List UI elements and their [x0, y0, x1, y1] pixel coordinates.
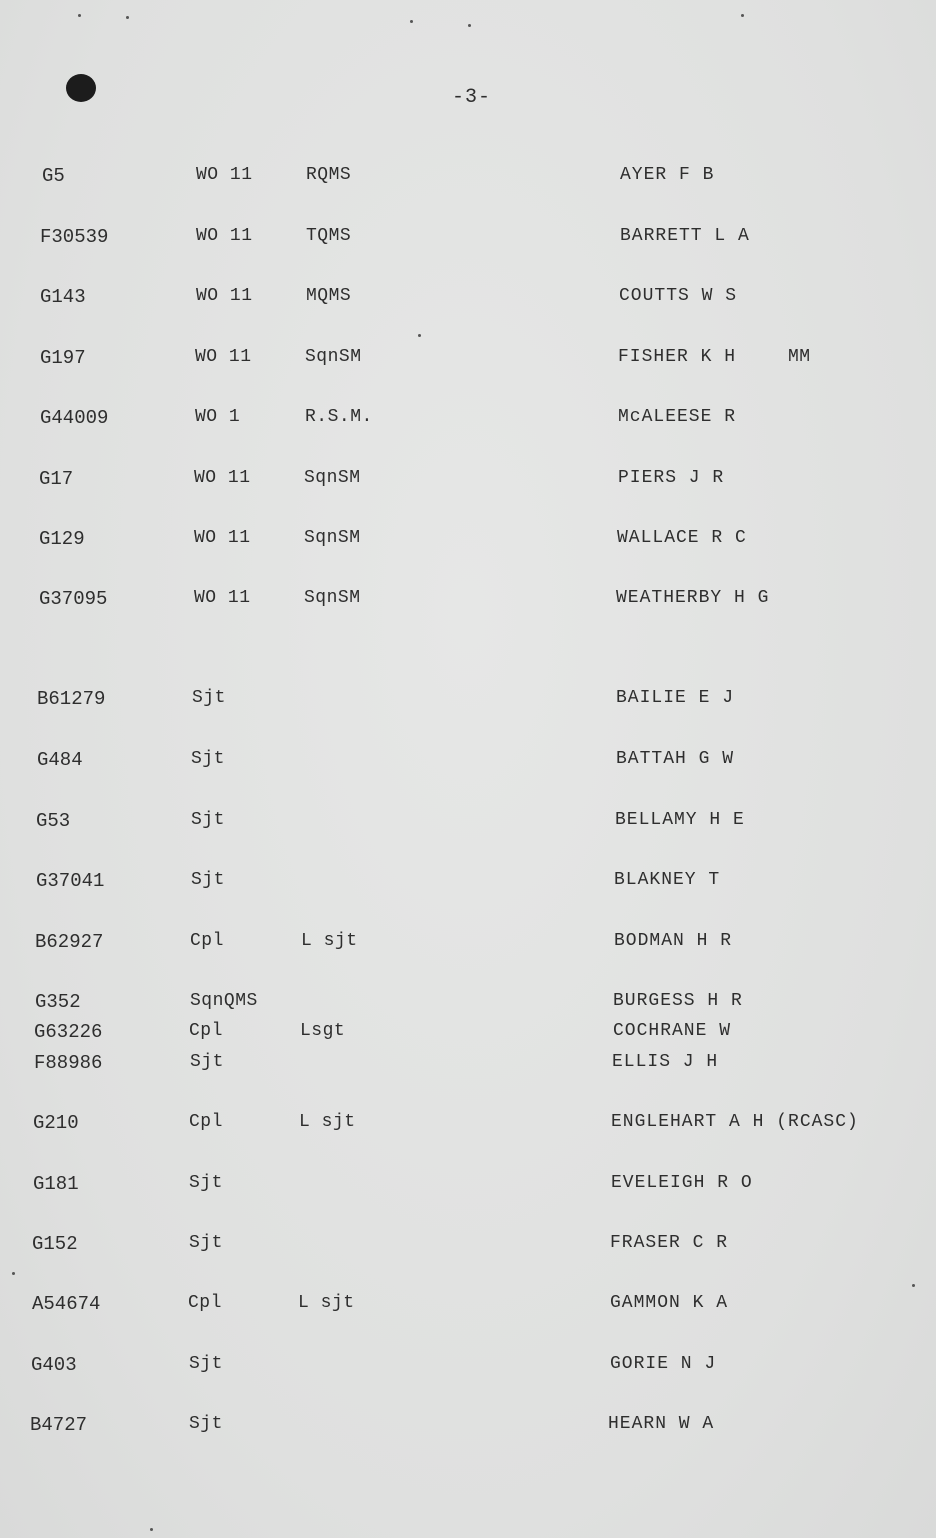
member-name: FRASER C R: [610, 1233, 729, 1253]
list-item: [0, 1052, 936, 1080]
list-item: [0, 931, 936, 959]
rank: WO 11: [196, 165, 253, 185]
service-number: B4727: [30, 1414, 88, 1436]
service-number: G484: [37, 749, 83, 771]
paper-speck: [150, 1528, 153, 1531]
member-name: BARRETT L A: [620, 226, 750, 246]
rank: WO 1: [195, 407, 241, 427]
service-number: G63226: [34, 1021, 103, 1043]
list-item: [0, 1293, 936, 1321]
hole-punch-mark: [66, 74, 96, 102]
member-name: BAILIE E J: [616, 688, 735, 708]
paper-speck: [78, 14, 81, 17]
paper-speck: [410, 20, 413, 23]
appointment: RQMS: [306, 165, 352, 185]
rank: Sjt: [190, 1052, 224, 1072]
member-name: ELLIS J H: [612, 1052, 719, 1072]
member-name: BELLAMY H E: [615, 810, 745, 830]
rank: Cpl: [189, 1021, 223, 1041]
paper-speck: [126, 16, 129, 19]
rank: Sjt: [191, 749, 225, 769]
list-item: [0, 688, 936, 716]
member-name: PIERS J R: [618, 468, 725, 488]
member-name: COCHRANE W: [613, 1021, 732, 1041]
paper-speck: [912, 1284, 915, 1287]
list-item: [0, 1233, 936, 1261]
list-item: [0, 407, 936, 435]
service-number: G143: [40, 286, 86, 308]
list-item: [0, 1112, 936, 1140]
list-item: [0, 1173, 936, 1201]
service-number: G197: [40, 347, 86, 369]
list-item: [0, 165, 936, 193]
service-number: G5: [42, 165, 65, 187]
list-item: [0, 226, 936, 254]
service-number: G152: [32, 1233, 78, 1255]
list-item: [0, 286, 936, 314]
page-number: -3-: [452, 86, 492, 109]
appointment: SqnSM: [305, 347, 362, 367]
appointment: SqnSM: [304, 588, 361, 608]
paper-speck: [741, 14, 744, 17]
appointment: L sjt: [299, 1112, 356, 1132]
paper-speck: [468, 24, 471, 27]
list-item: [0, 347, 936, 375]
service-number: B62927: [35, 931, 104, 953]
list-item: [0, 588, 936, 616]
rank: WO 11: [194, 528, 251, 548]
rank: Sjt: [189, 1414, 223, 1434]
member-name: GAMMON K A: [610, 1293, 729, 1313]
service-number: G129: [39, 528, 85, 550]
appointment: R.S.M.: [305, 407, 373, 427]
list-item: [0, 1414, 936, 1442]
rank: Sjt: [192, 688, 226, 708]
list-item: [0, 870, 936, 898]
rank: Cpl: [190, 931, 224, 951]
rank: Cpl: [189, 1112, 223, 1132]
list-item: [0, 528, 936, 556]
rank: WO 11: [194, 588, 251, 608]
member-name: McALEESE R: [618, 407, 737, 427]
rank: Sjt: [191, 870, 225, 890]
rank: Sjt: [189, 1354, 223, 1374]
member-name: BURGESS H R: [613, 991, 743, 1011]
member-name: ENGLEHART A H (RCASC): [611, 1112, 859, 1132]
rank: Sjt: [191, 810, 225, 830]
rank: Sjt: [189, 1233, 223, 1253]
member-name: EVELEIGH R O: [611, 1173, 753, 1193]
list-item: [0, 468, 936, 496]
list-item: [0, 991, 936, 1019]
appointment: SqnSM: [304, 468, 361, 488]
service-number: G181: [33, 1173, 79, 1195]
service-number: A54674: [32, 1293, 101, 1315]
member-name: COUTTS W S: [619, 286, 738, 306]
service-number: G210: [33, 1112, 79, 1134]
list-item: [0, 749, 936, 777]
list-item: [0, 1021, 936, 1049]
service-number: F30539: [40, 226, 109, 248]
rank: WO 11: [195, 347, 252, 367]
service-number: G17: [39, 468, 74, 490]
appointment: SqnSM: [304, 528, 361, 548]
rank: Cpl: [188, 1293, 222, 1313]
service-number: G37095: [39, 588, 108, 610]
member-name: BODMAN H R: [614, 931, 733, 951]
member-name: HEARN W A: [608, 1414, 715, 1434]
rank: WO 11: [194, 468, 251, 488]
member-name: AYER F B: [620, 165, 715, 185]
award: MM: [788, 347, 811, 367]
appointment: TQMS: [306, 226, 352, 246]
appointment: MQMS: [306, 286, 352, 306]
appointment: L sjt: [298, 1293, 355, 1313]
member-name: BLAKNEY T: [614, 870, 721, 890]
rank: Sjt: [189, 1173, 223, 1193]
service-number: B61279: [37, 688, 106, 710]
paper-speck: [418, 334, 421, 337]
appointment: Lsgt: [300, 1021, 346, 1041]
rank: SqnQMS: [190, 991, 258, 1011]
service-number: G352: [35, 991, 81, 1013]
member-name: FISHER K H: [618, 347, 737, 367]
member-name: WALLACE R C: [617, 528, 747, 548]
member-name: GORIE N J: [610, 1354, 717, 1374]
service-number: F88986: [34, 1052, 103, 1074]
service-number: G403: [31, 1354, 77, 1376]
rank: WO 11: [196, 226, 253, 246]
list-item: [0, 1354, 936, 1382]
appointment: L sjt: [301, 931, 358, 951]
service-number: G44009: [40, 407, 109, 429]
rank: WO 11: [196, 286, 253, 306]
service-number: G37041: [36, 870, 105, 892]
member-name: BATTAH G W: [616, 749, 735, 769]
service-number: G53: [36, 810, 71, 832]
paper-speck: [12, 1272, 15, 1275]
list-item: [0, 810, 936, 838]
member-name: WEATHERBY H G: [616, 588, 770, 608]
